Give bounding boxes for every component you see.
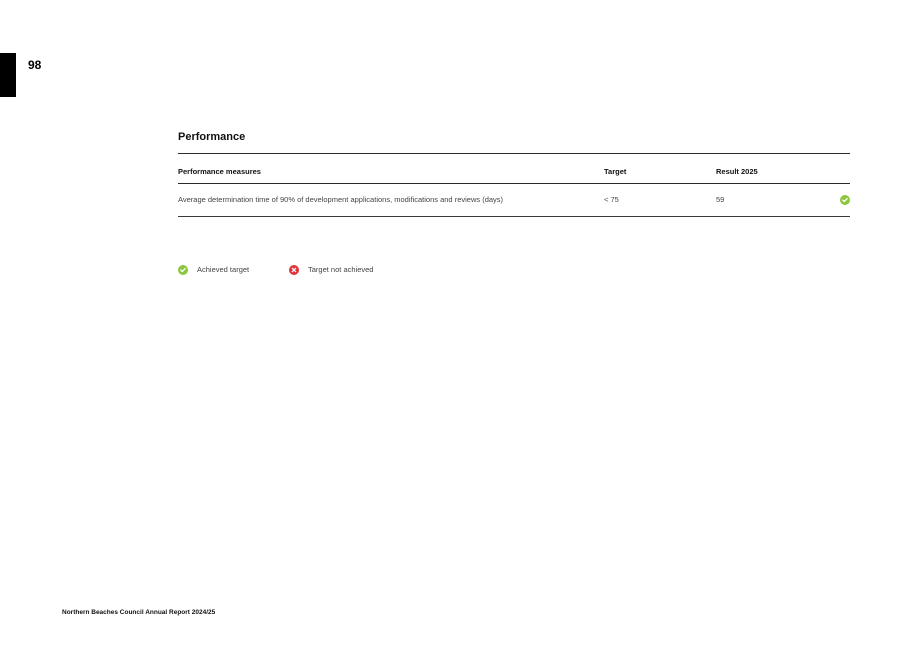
section-title: Performance	[178, 131, 246, 143]
target-cell: < 75	[604, 195, 619, 204]
check-circle-icon	[840, 195, 850, 205]
header-result: Result 2025	[716, 167, 758, 176]
check-circle-icon	[178, 265, 188, 275]
measure-cell: Average determination time of 90% of development applications, modifications and reviews (days)	[178, 195, 504, 204]
page-tab-marker	[0, 53, 16, 97]
table-bottom-rule	[178, 216, 850, 217]
legend-label-achieved: Achieved target	[197, 265, 250, 274]
x-circle-icon	[289, 265, 299, 275]
table-header-row	[178, 154, 850, 183]
page-number: 98	[28, 58, 42, 72]
header-target: Target	[604, 167, 627, 176]
legend-label-not-achieved: Target not achieved	[308, 265, 374, 274]
report-footer: Northern Beaches Council Annual Report 2024/25	[62, 609, 216, 616]
table-row	[178, 184, 850, 216]
performance-table	[178, 153, 850, 217]
result-cell: 59	[716, 195, 725, 204]
header-performance-measures: Performance measures	[178, 167, 261, 176]
